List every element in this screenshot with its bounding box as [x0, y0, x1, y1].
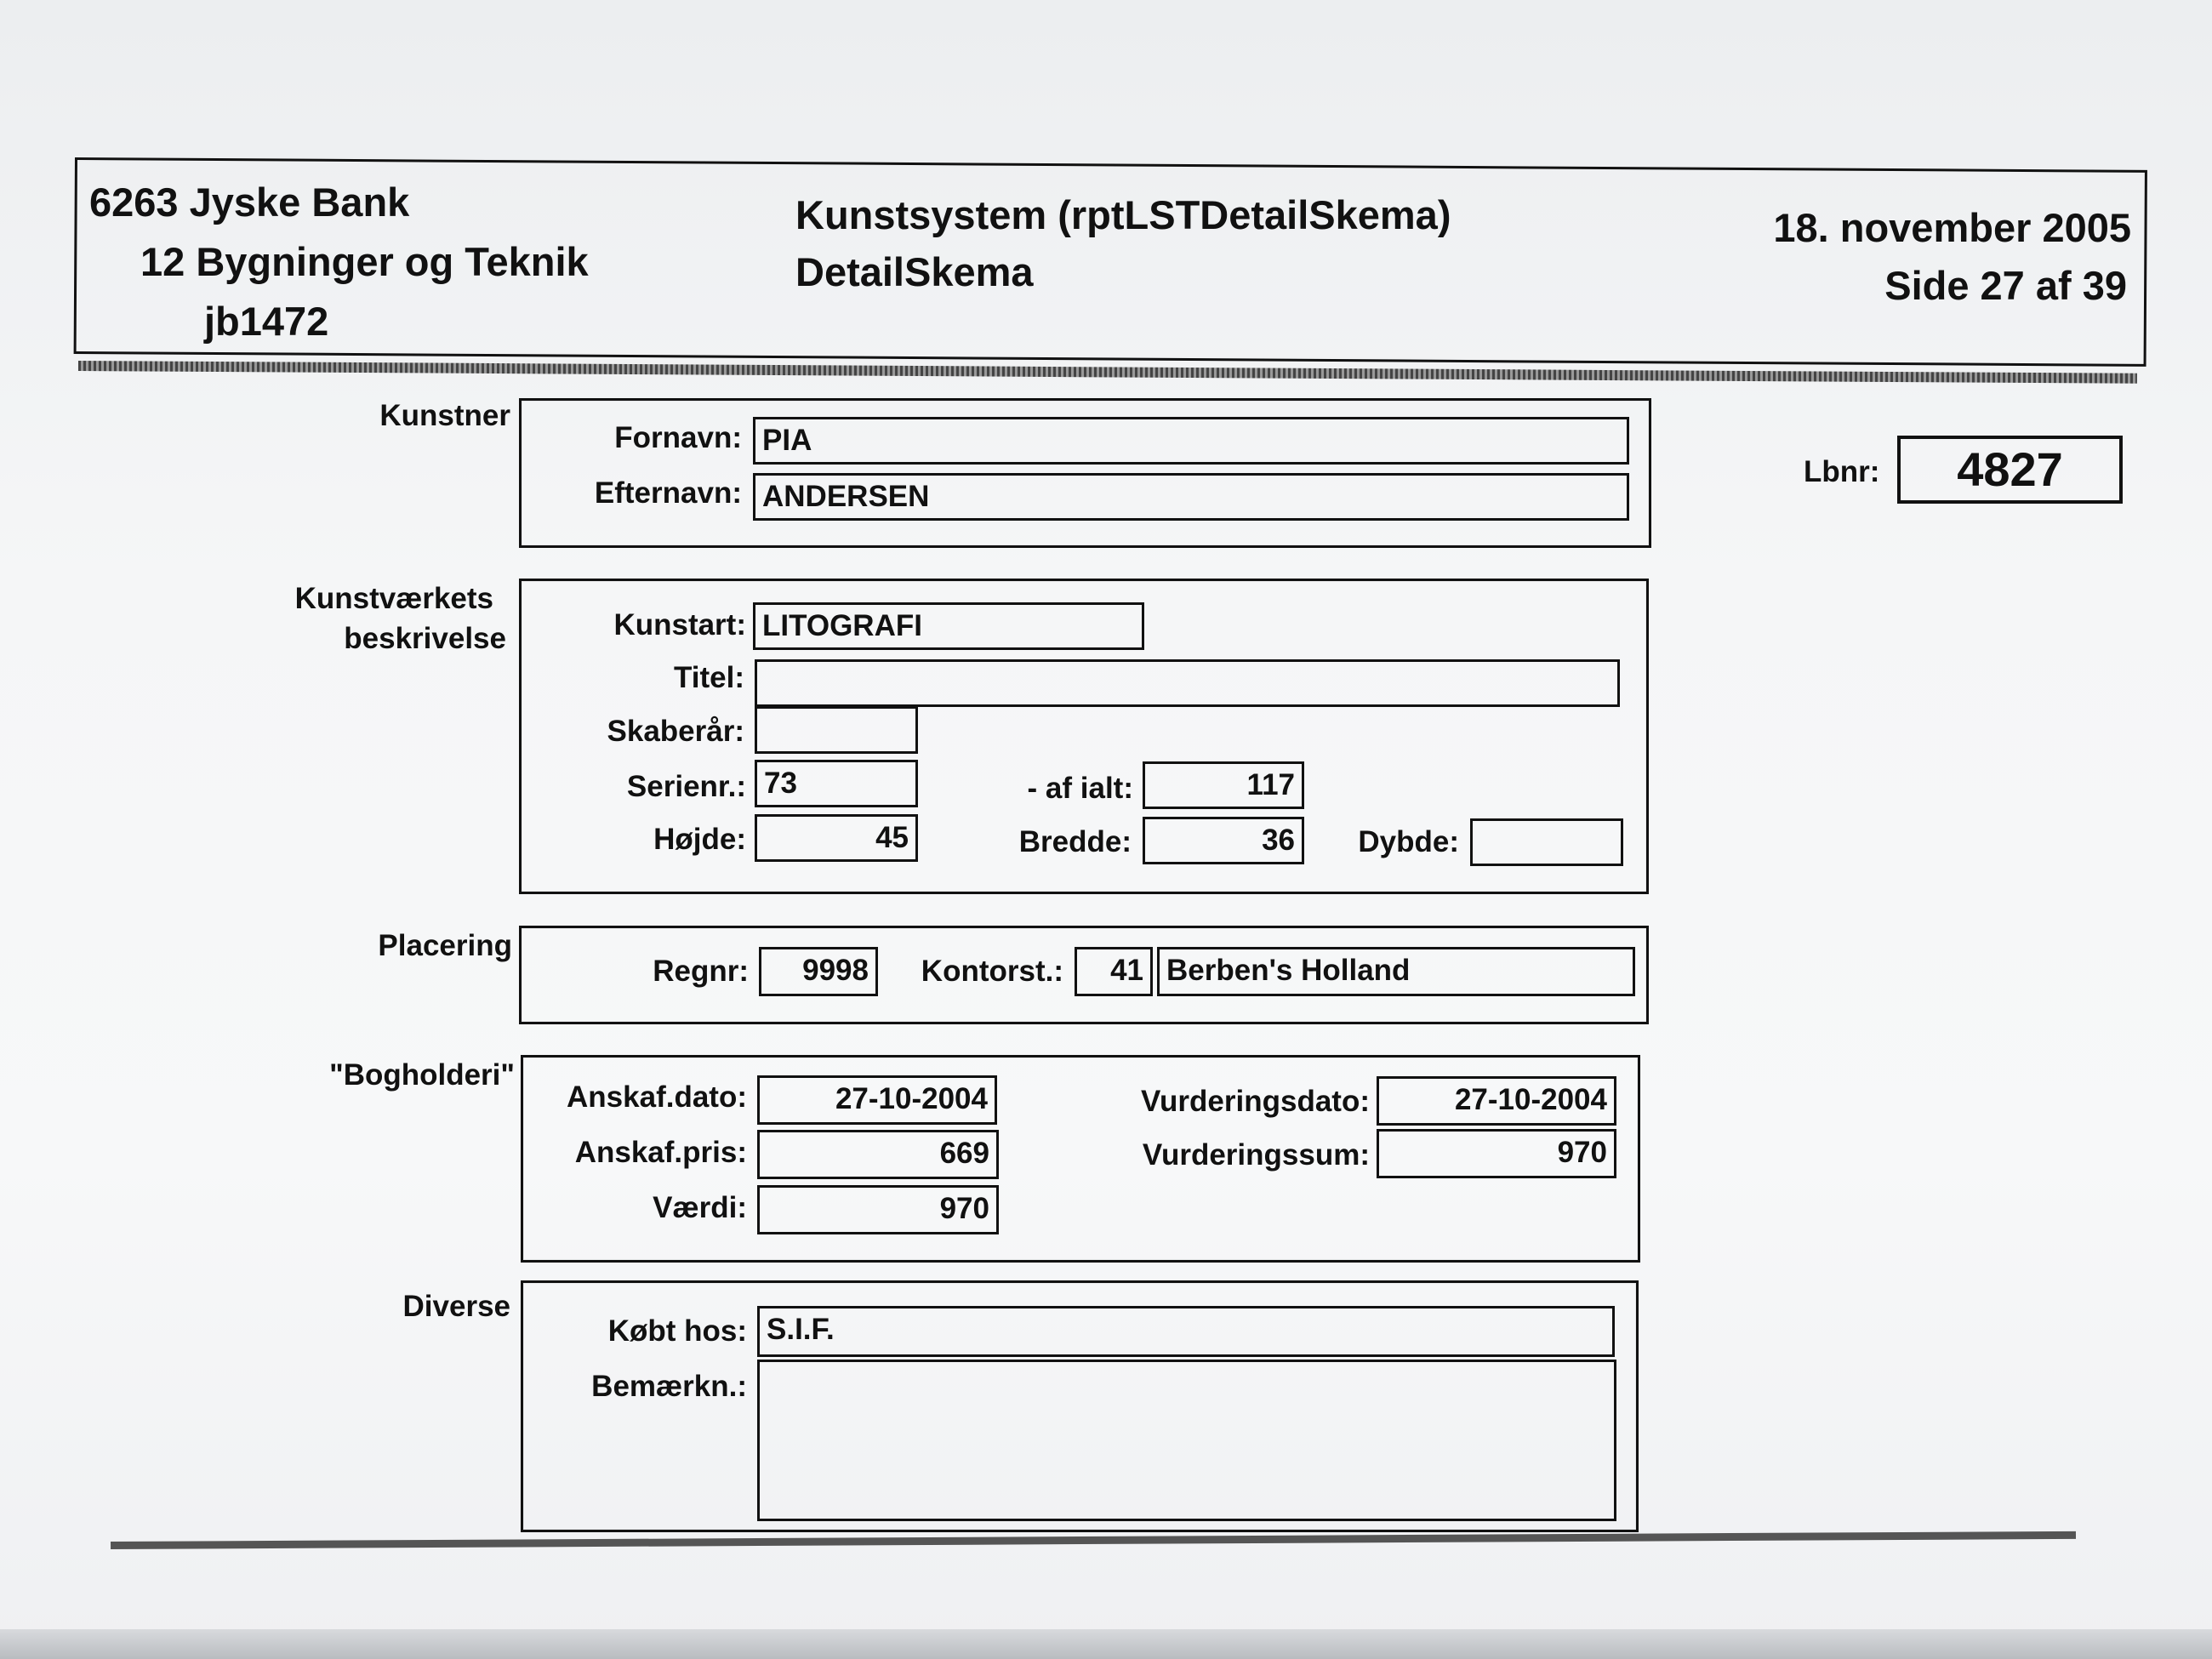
serienr-field: 73 [755, 760, 918, 807]
section-beskrivelse-line2: beskrivelse [344, 622, 506, 655]
kontorst-label: Kontorst.: [921, 955, 1063, 988]
section-bogholderi: "Bogholderi" [329, 1058, 515, 1092]
koebt-hos-label: Købt hos: [607, 1314, 747, 1348]
section-beskrivelse-line1: Kunstværkets [294, 582, 493, 615]
kontorst-field: 41 [1075, 947, 1153, 996]
bemaerkn-field [757, 1360, 1616, 1521]
bredde-field: 36 [1143, 817, 1304, 864]
report-name: DetailSkema [795, 249, 1034, 294]
efternavn-field: ANDERSEN [753, 473, 1629, 521]
anskaf-pris-label: Anskaf.pris: [574, 1136, 747, 1169]
vurderingsdato-field: 27-10-2004 [1377, 1076, 1616, 1126]
hoejde-field: 45 [755, 814, 918, 862]
report-date: 18. november 2005 [1773, 205, 2131, 250]
af-ialt-field: 117 [1143, 761, 1304, 809]
koebt-hos-field: S.I.F. [757, 1306, 1615, 1357]
bredde-label: Bredde: [1018, 825, 1132, 858]
titel-field [755, 659, 1620, 707]
fornavn-label: Fornavn: [614, 421, 742, 454]
section-placering: Placering [378, 929, 512, 962]
lbnr-label: Lbnr: [1804, 455, 1880, 488]
kunstart-label: Kunstart: [613, 608, 746, 641]
af-ialt-label: - af ialt: [1027, 772, 1133, 805]
department-name: 12 Bygninger og Teknik [140, 239, 589, 284]
page-number: Side 27 af 39 [1884, 263, 2127, 308]
section-kunstner: Kunstner [379, 399, 510, 432]
regnr-label: Regnr: [653, 955, 749, 988]
fornavn-field: PIA [753, 417, 1629, 465]
skaberaar-field [755, 706, 918, 754]
dybde-field [1470, 818, 1623, 866]
bemaerkn-label: Bemærkn.: [591, 1370, 747, 1403]
anskaf-dato-label: Anskaf.dato: [567, 1080, 747, 1114]
hoejde-label: Højde: [653, 823, 746, 856]
table-edge [0, 1629, 2212, 1659]
section-diverse: Diverse [402, 1290, 510, 1323]
system-title: Kunstsystem (rptLSTDetailSkema) [795, 192, 1451, 237]
skaberaar-label: Skaberår: [607, 715, 744, 748]
vurderingssum-field: 970 [1377, 1129, 1616, 1178]
anskaf-pris-field: 669 [757, 1130, 999, 1179]
vaerdi-field: 970 [757, 1185, 999, 1234]
anskaf-dato-field: 27-10-2004 [757, 1075, 997, 1125]
regnr-field: 9998 [759, 947, 878, 996]
kontor-navn-field: Berben's Holland [1157, 947, 1635, 996]
user-id: jb1472 [204, 299, 329, 344]
titel-label: Titel: [674, 661, 744, 694]
vurderingssum-label: Vurderingssum: [1142, 1138, 1370, 1172]
kunstart-field: LITOGRAFI [753, 602, 1144, 650]
vaerdi-label: Værdi: [653, 1191, 747, 1224]
serienr-label: Serienr.: [626, 770, 746, 803]
efternavn-label: Efternavn: [594, 476, 742, 510]
dybde-label: Dybde: [1358, 825, 1459, 858]
company-name: 6263 Jyske Bank [89, 180, 410, 225]
vurderingsdato-label: Vurderingsdato: [1141, 1085, 1370, 1118]
lbnr-field: 4827 [1897, 436, 2123, 504]
